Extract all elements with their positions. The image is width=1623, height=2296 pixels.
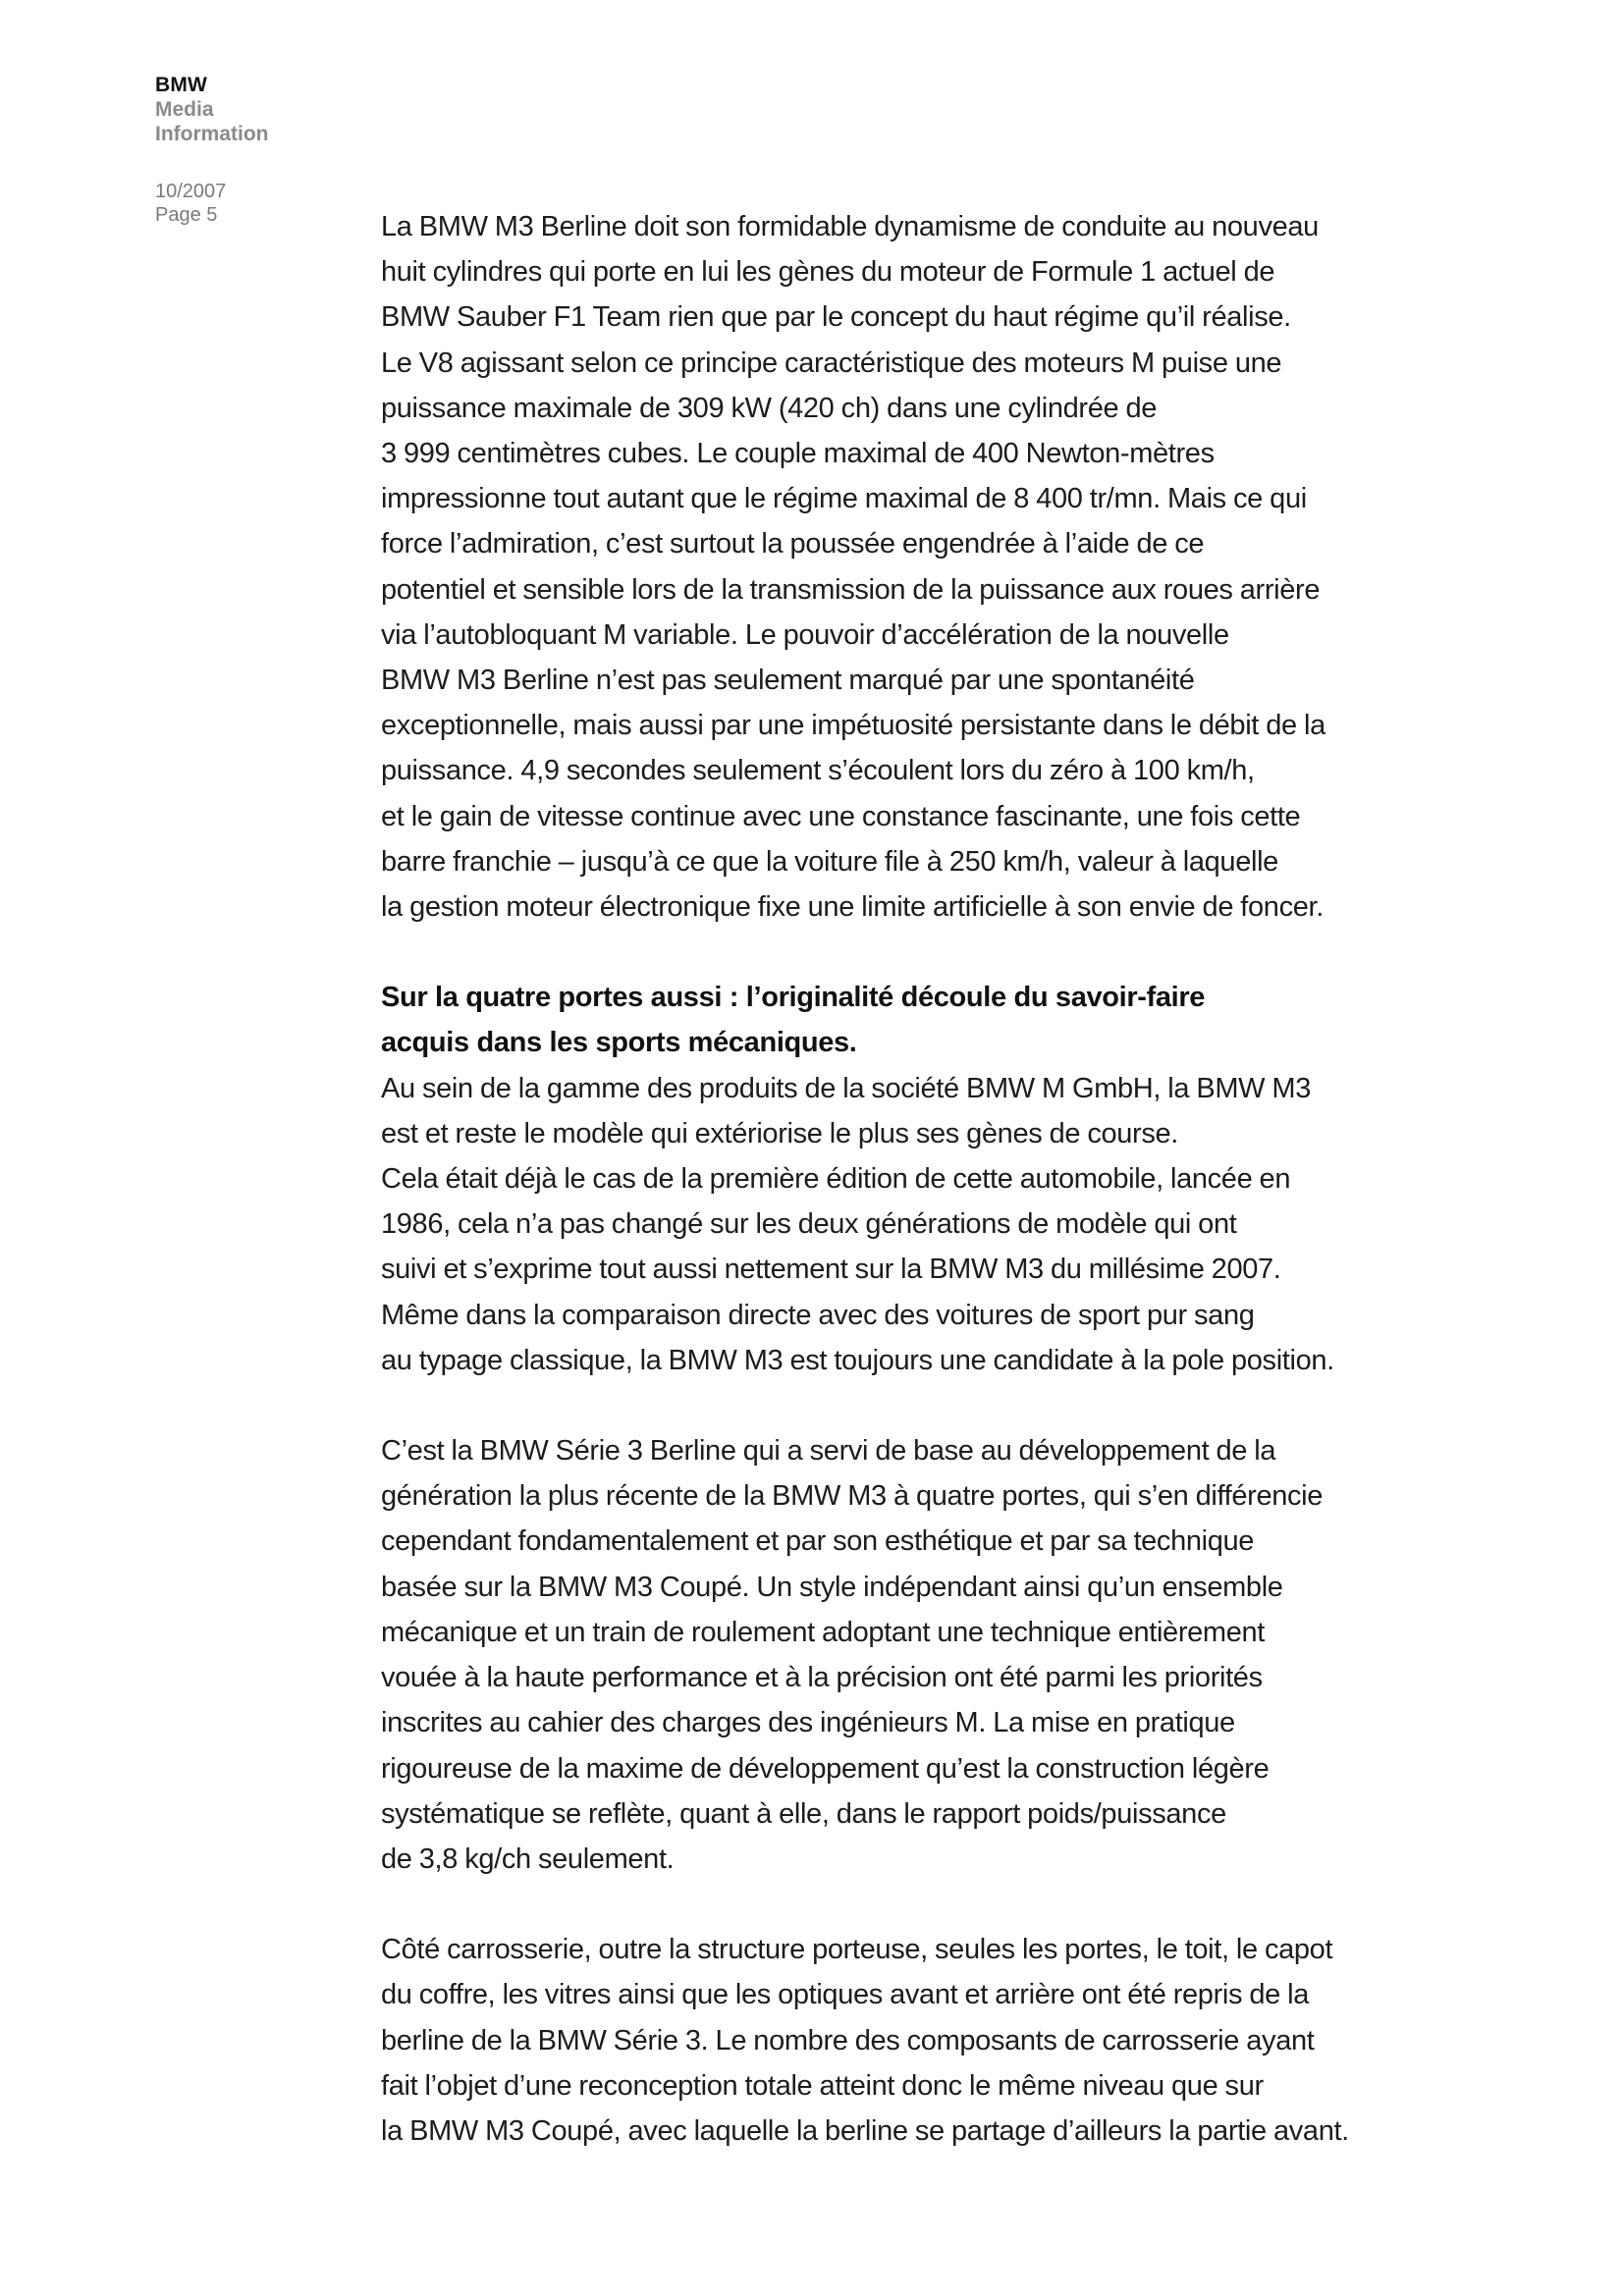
heading-line: Sur la quatre portes aussi : l’originalité découle du savoir-faire — [381, 982, 1206, 1014]
brand-name: BMW — [155, 74, 208, 96]
body-paragraph-2 — [381, 1066, 1446, 1383]
text-line: huit cylindres qui porte en lui les gènes du moteur de Formule 1 actuel de — [381, 256, 1275, 289]
text-line: BMW M3 Berline n’est pas seulement marqué par une spontanéité — [381, 665, 1195, 697]
text-line: potentiel et sensible lors de la transmission de la puissance aux roues arrière — [381, 573, 1321, 606]
text-line: La BMW M3 Berline doit son formidable dynamisme de conduite au nouveau — [381, 211, 1319, 242]
document-header-sidebar — [155, 73, 352, 227]
text-line: de 3,8 kg/ch seulement. — [381, 1842, 675, 1875]
text-line: rigoureuse de la maxime de développement qu’est la construction légère — [381, 1752, 1270, 1785]
text-line: basée sur la BMW M3 Coupé. Un style indépendant ainsi qu’un ensemble — [381, 1571, 1283, 1603]
brand-subtitle-media: Media — [155, 98, 214, 121]
text-line: via l’autobloquant M variable. Le pouvoir d’accélération de la nouvelle — [381, 618, 1229, 651]
text-line: exceptionnelle, mais aussi par une impétuosité persistante dans le débit de la — [381, 710, 1325, 742]
brand-subtitle-information: Information — [155, 123, 269, 145]
section-heading — [381, 975, 1446, 1065]
text-line: génération la plus récente de la BMW M3 à quatre portes, qui s’en différencie — [381, 1480, 1324, 1513]
text-line: 3 999 centimètres cubes. Le couple maximal de 400 Newton-mètres — [381, 438, 1215, 470]
text-line: systématique se reflète, quant à elle, dans le rapport poids/puissance — [381, 1797, 1226, 1830]
text-line: vouée à la haute performance et à la précision ont été parmi les priorités — [381, 1662, 1263, 1694]
text-line: cependant fondamentalement et par son esthétique et par sa technique — [381, 1525, 1255, 1558]
document-body — [381, 204, 1446, 2154]
text-line: barre franchie – jusqu’à ce que la voiture file à 250 km/h, valeur à laquelle — [381, 845, 1278, 878]
text-line: impressionne tout autant que le régime maximal de 8 400 tr/mn. Mais ce qui — [381, 483, 1307, 515]
text-line: Le V8 agissant selon ce principe caractéristique des moteurs M puise une — [381, 347, 1282, 379]
paragraph-gap — [381, 1882, 1446, 1927]
text-line: Au sein de la gamme des produits de la société BMW M GmbH, la BMW M3 — [381, 1072, 1311, 1104]
body-paragraph-1 — [381, 204, 1446, 930]
text-line: fait l’objet d’une reconception totale atteint donc le même niveau que sur — [381, 2069, 1264, 2102]
text-line: suivi et s’exprime tout aussi nettement sur la BMW M3 du millésime 2007. — [381, 1254, 1281, 1286]
text-line: 1986, cela n’a pas changé sur les deux générations de modèle qui ont — [381, 1208, 1237, 1241]
text-line: mécanique et un train de roulement adoptant une technique entièrement — [381, 1616, 1265, 1648]
text-line: puissance. 4,9 secondes seulement s’écoulent lors du zéro à 100 km/h, — [381, 755, 1255, 787]
text-line: puissance maximale de 309 kW (420 ch) dans une cylindrée de — [381, 392, 1158, 424]
heading-line: acquis dans les sports mécaniques. — [381, 1027, 857, 1059]
text-line: C’est la BMW Série 3 Berline qui a servi de base au développement de la — [381, 1435, 1276, 1468]
text-line: et le gain de vitesse continue avec une constance fascinante, une fois cette — [381, 800, 1301, 832]
text-line: Même dans la comparaison directe avec des voitures de sport pur sang — [381, 1299, 1255, 1331]
text-line: est et reste le modèle qui extériorise le plus ses gènes de course. — [381, 1117, 1179, 1149]
text-line: la gestion moteur électronique fixe une limite artificielle à son envie de foncer. — [381, 891, 1324, 924]
text-line: du coffre, les vitres ainsi que les optiques avant et arrière ont été repris de la — [381, 1979, 1309, 2011]
text-line: force l’admiration, c’est surtout la poussée engendrée à l’aide de ce — [381, 528, 1205, 561]
body-paragraph-3 — [381, 1428, 1446, 1882]
text-line: Côté carrosserie, outre la structure porteuse, seules les portes, le toit, le capot — [381, 1934, 1333, 1966]
text-line: berline de la BMW Série 3. Le nombre des composants de carrosserie ayant — [381, 2024, 1315, 2056]
document-date: 10/2007 — [155, 181, 227, 202]
text-line: au typage classique, la BMW M3 est toujours une candidate à la pole position. — [381, 1344, 1334, 1376]
body-paragraph-4 — [381, 1927, 1446, 2154]
text-line: la BMW M3 Coupé, avec laquelle la berline se partage d’ailleurs la partie avant. — [381, 2114, 1349, 2147]
page-number: Page 5 — [155, 204, 218, 226]
text-line: BMW Sauber F1 Team rien que par le concept du haut régime qu’il réalise. — [381, 301, 1291, 334]
paragraph-gap — [381, 930, 1446, 975]
text-line: Cela était déjà le cas de la première édition de cette automobile, lancée en — [381, 1163, 1291, 1196]
paragraph-gap — [381, 1383, 1446, 1428]
text-line: inscrites au cahier des charges des ingénieurs M. La mise en pratique — [381, 1707, 1235, 1739]
